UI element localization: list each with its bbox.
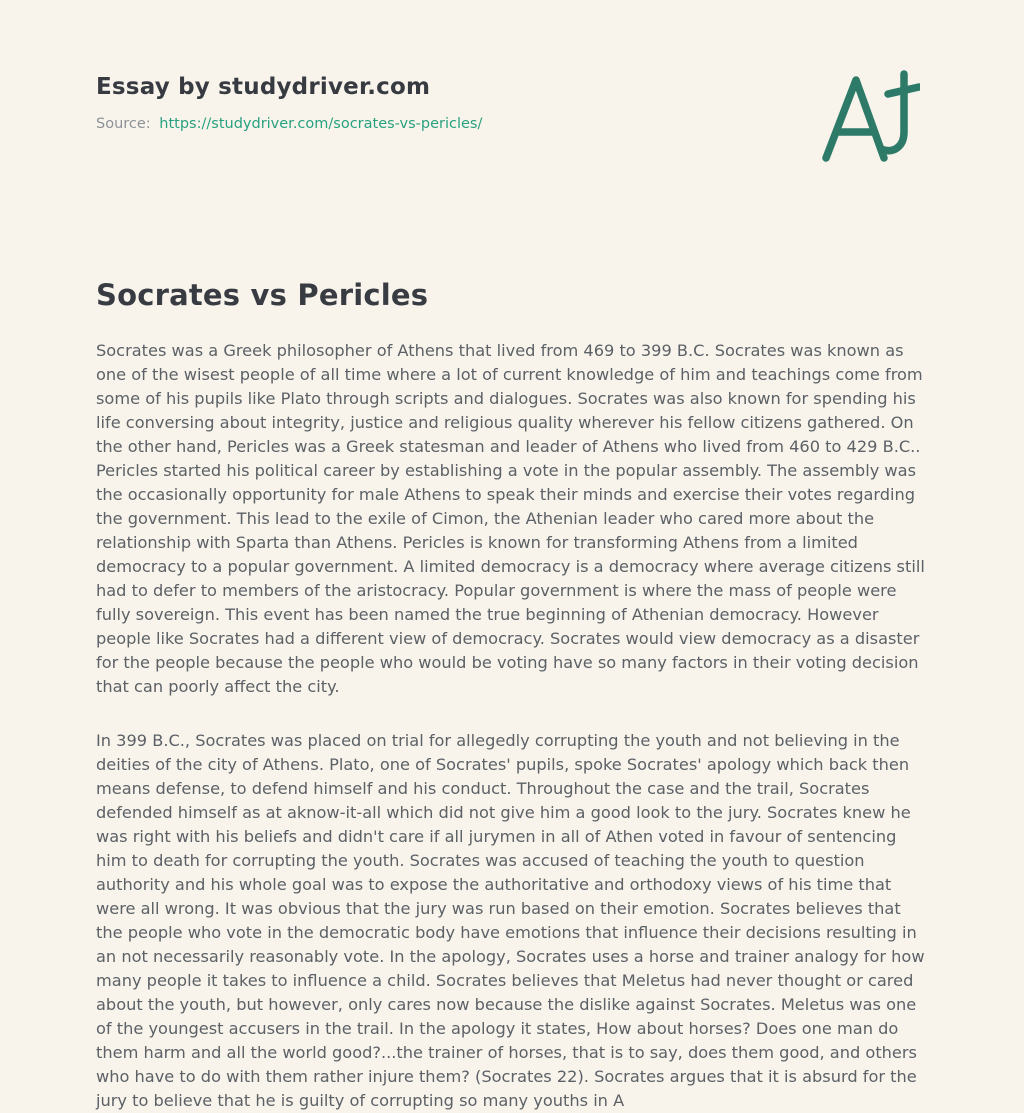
source-link[interactable]: https://studydriver.com/socrates-vs-pericles/ [159,116,483,132]
brand-title: Essay by studydriver.com [96,74,431,100]
essay-paragraph-1: Socrates was a Greek philosopher of Athens that lived from 469 to 399 B.C. Socrates was known as one of the wisest people of all time where a lot of current knowledge of him and teachings come from some of his pupils like Plato through scripts and dialogues. Socrates was also known for spending his life conversing about integrity, justice and religious quality wherever his fellow citizens gathered. On the other hand, Pericles was a Greek statesman and leader of Athens who lived from 460 to 429 B.C.. Pericles started his political career by establishing a vote in the popular assembly. The assembly was the occasionally opportunity for male Athens to speak their minds and exercise their votes regarding the government. This lead to the exile of Cimon, the Athenian leader who cared more about the relationship with Sparta than Athens. Pericles is known for transforming Athens from a limited democracy to a popular government. A limited democracy is a democracy where average citizens still had to defer to members of the aristocracy. Popular government is where the mass of people were fully sovereign. This event has been named the true beginning of Athenian democracy. However people like Socrates had a different view of democracy. Socrates would view democracy as a disaster for the people because the people who would be voting have so many factors in their voting decision that can poorly affect the city. [96,341,925,696]
source-label: Source: [96,116,151,132]
article-title: Socrates vs Pericles [96,278,429,312]
studydriver-logo-icon [820,70,920,166]
header-left [96,74,482,132]
essay-paragraph-2: In 399 B.C., Socrates was placed on trial for allegedly corrupting the youth and not believing in the deities of the city of Athens. Plato, one of Socrates' pupils, spoke Socrates' apology which back then means defense, to defend himself and his conduct. Throughout the case and the trail, Socrates defended himself as at aknow-it-all which did not give him a good look to the jury. Socrates knew he was right with his beliefs and didn't care if all jurymen in all of Athen voted in favour of sentencing him to death for corrupting the youth. Socrates was accused of teaching the youth to question authority and his whole goal was to expose the authoritative and orthodoxy views of his time that were all wrong. It was obvious that the jury was run based on their emotion. Socrates believes that the people who vote in the democratic body have emotions that influence their decisions resulting in an not necessarily reasonably vote. In the apology, Socrates uses a horse and trainer analogy for how many people it takes to influence a child. Socrates believes that Meletus had never thought or cared about the youth, but however, only cares now because the dislike against Socrates. Meletus was one of the youngest accusers in the trail. In the apology it states, How about horses? Does one man do them harm and all the world good?...the trainer of horses, that is to say, does them good, and others who have to do with them rather injure them? (Socrates 22). Socrates argues that it is absurd for the jury to believe that he is guilty of corrupting so many youths in A [96,731,925,1110]
article [96,278,928,1113]
header [96,0,928,166]
source-line [96,116,482,132]
